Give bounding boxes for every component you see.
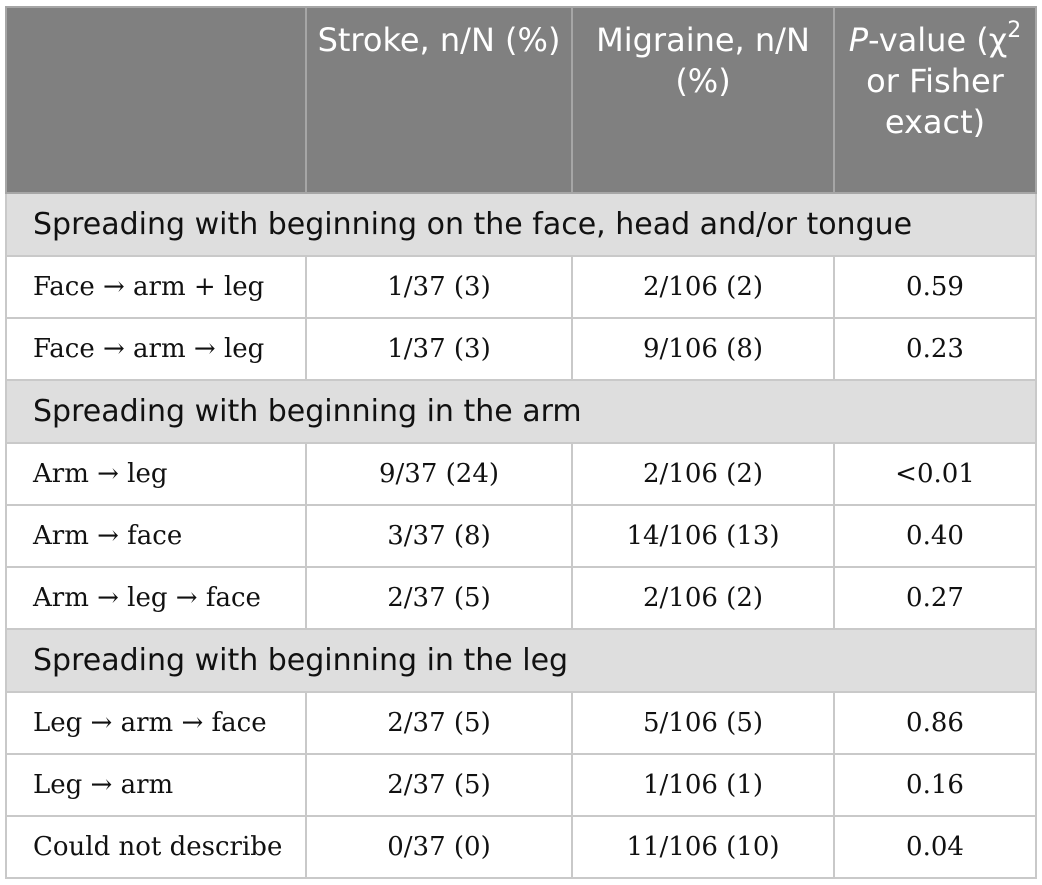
header-migraine-text: Migraine, n/N (%) <box>596 21 810 100</box>
p-value-cell: 0.27 <box>834 567 1036 629</box>
header-blank <box>6 7 306 193</box>
header-stroke-text: Stroke, n/N (%) <box>317 21 561 59</box>
migraine-cell: 2/106 (2) <box>572 256 834 318</box>
stroke-cell: 2/37 (5) <box>306 754 572 816</box>
p-value-cell: 0.16 <box>834 754 1036 816</box>
p-value-cell: 0.40 <box>834 505 1036 567</box>
header-row <box>6 7 1036 193</box>
stroke-cell: 2/37 (5) <box>306 692 572 754</box>
section-title: Spreading with beginning in the leg <box>6 629 1036 692</box>
table-row <box>6 256 1036 318</box>
stroke-cell: 1/37 (3) <box>306 318 572 380</box>
section-row <box>6 193 1036 256</box>
migraine-cell: 9/106 (8) <box>572 318 834 380</box>
table-row <box>6 505 1036 567</box>
table-row <box>6 754 1036 816</box>
migraine-cell: 5/106 (5) <box>572 692 834 754</box>
table-row <box>6 692 1036 754</box>
row-label: Face → arm → leg <box>6 318 306 380</box>
spreading-table <box>5 6 1037 879</box>
p-value-cell: 0.86 <box>834 692 1036 754</box>
row-label: Face → arm + leg <box>6 256 306 318</box>
row-label: Could not describe <box>6 816 306 878</box>
row-label: Arm → leg → face <box>6 567 306 629</box>
table-row <box>6 816 1036 878</box>
table-row <box>6 567 1036 629</box>
table-row <box>6 318 1036 380</box>
migraine-cell: 2/106 (2) <box>572 567 834 629</box>
header-p-rest: -value (χ <box>868 21 1008 59</box>
row-label: Leg → arm → face <box>6 692 306 754</box>
header-stroke <box>306 7 572 193</box>
table-row <box>6 443 1036 505</box>
header-p-letter: P <box>848 21 869 59</box>
section-title: Spreading with beginning in the arm <box>6 380 1036 443</box>
p-value-cell: <0.01 <box>834 443 1036 505</box>
migraine-cell: 11/106 (10) <box>572 816 834 878</box>
stroke-cell: 2/37 (5) <box>306 567 572 629</box>
p-value-cell: 0.59 <box>834 256 1036 318</box>
header-p-sup: 2 <box>1007 18 1022 43</box>
row-label: Arm → leg <box>6 443 306 505</box>
stroke-cell: 1/37 (3) <box>306 256 572 318</box>
p-value-cell: 0.04 <box>834 816 1036 878</box>
migraine-cell: 1/106 (1) <box>572 754 834 816</box>
stroke-cell: 0/37 (0) <box>306 816 572 878</box>
header-p-value <box>834 7 1036 193</box>
row-label: Arm → face <box>6 505 306 567</box>
migraine-cell: 14/106 (13) <box>572 505 834 567</box>
section-row <box>6 380 1036 443</box>
stroke-cell: 3/37 (8) <box>306 505 572 567</box>
header-p-tail: or Fisher exact) <box>866 62 1004 141</box>
migraine-cell: 2/106 (2) <box>572 443 834 505</box>
section-title: Spreading with beginning on the face, head and/or tongue <box>6 193 1036 256</box>
section-row <box>6 629 1036 692</box>
stroke-cell: 9/37 (24) <box>306 443 572 505</box>
row-label: Leg → arm <box>6 754 306 816</box>
header-migraine <box>572 7 834 193</box>
p-value-cell: 0.23 <box>834 318 1036 380</box>
